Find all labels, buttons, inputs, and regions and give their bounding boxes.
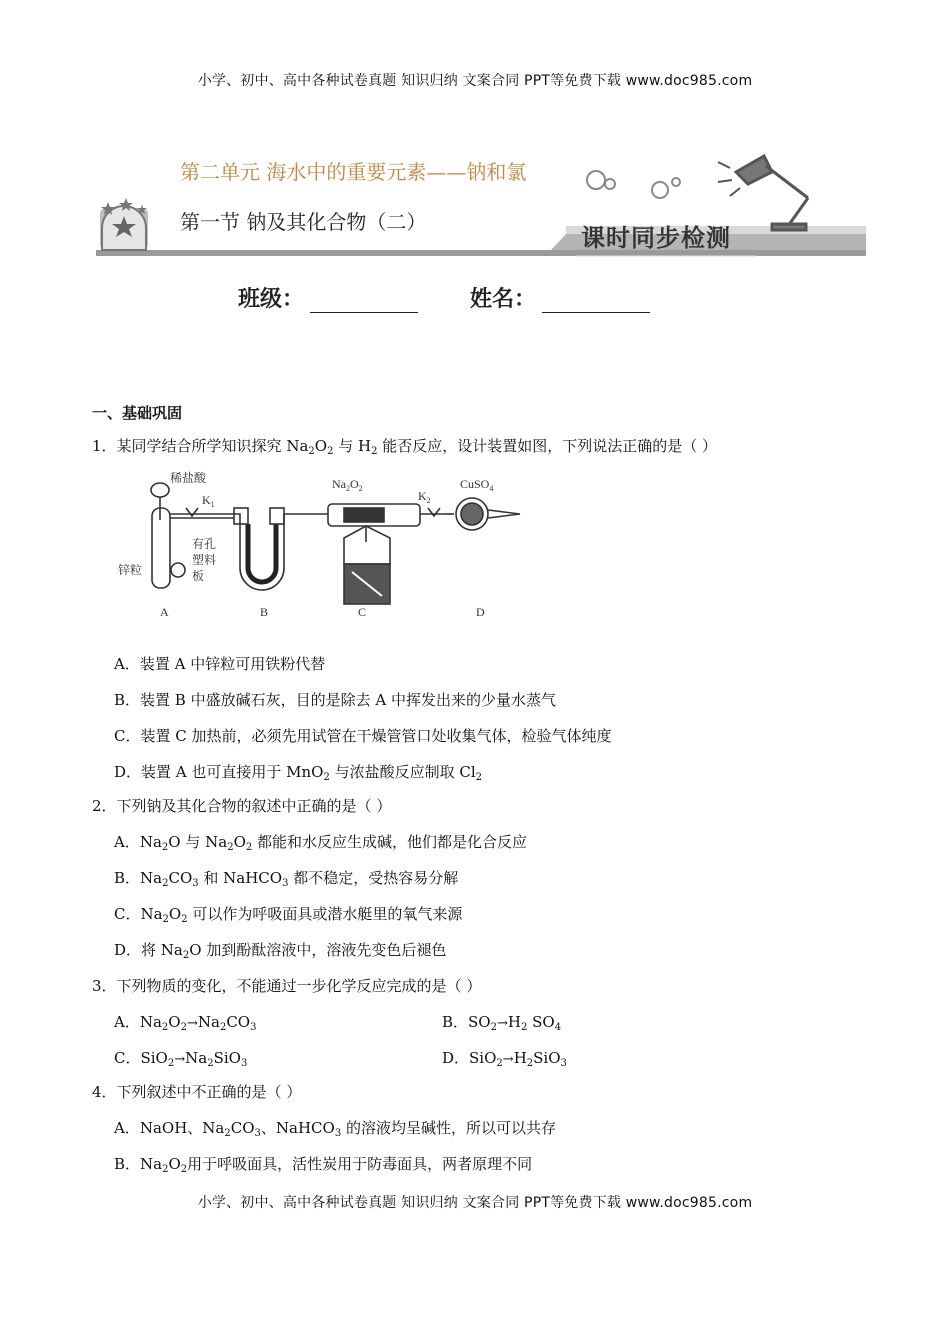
q2-option-b[interactable]: B．$Na_2CO_3$ 和 NaHCO$_3$ 都不稳定，受热容易分解 (114, 869, 459, 889)
part-heading: 一、基础巩固 (92, 404, 183, 422)
banner-tag: 课时同步检测 (581, 224, 731, 252)
q4-option-b[interactable]: B．$Na_2O_2$用于呼吸面具，活性炭用于防毒面具，两者原理不同 (114, 1155, 533, 1175)
q4-option-a[interactable]: A．NaOH、$Na_2CO_3$、NaHCO$_3$ 的溶液均呈碱性，所以可以共存 (114, 1119, 556, 1139)
svg-text:D: D (476, 605, 485, 619)
name-field (470, 282, 650, 313)
q2-option-c[interactable]: C．$Na_2O_2$ 可以作为呼吸面具或潜水艇里的氧气来源 (114, 905, 463, 925)
svg-text:板: 板 (192, 569, 205, 583)
q3-option-b[interactable]: B．$SO_2\to H_2$ $SO_4$ (442, 1013, 562, 1033)
unit-title: 第二单元 海水中的重要元素——钠和氯 (180, 160, 527, 184)
question-1-stem: 1．某同学结合所学知识探究 $Na_2O_2$ 与 $H_2$ 能否反应，设计装置如图，下列说法正确的是（ ） (92, 437, 717, 457)
class-field (238, 282, 418, 313)
q1-option-a[interactable]: A．装置 A 中锌粒可用铁粉代替 (114, 655, 326, 673)
desk-lamp-icon (718, 156, 808, 230)
svg-text:K2: $K_2$ (418, 489, 431, 505)
q3-option-a[interactable]: A．$Na_2O_2\to Na_2CO_3$ (114, 1013, 257, 1033)
name-blank[interactable] (542, 294, 650, 313)
svg-text:K1: $K_1$ (202, 493, 215, 509)
svg-text:C: C (358, 605, 367, 619)
class-blank[interactable] (310, 294, 418, 313)
name-label: 姓名： (470, 287, 537, 312)
svg-text:Na2O2: $Na_2O_2$ (332, 477, 363, 493)
svg-text:稀盐酸: 稀盐酸 (170, 471, 207, 485)
bubbles-icon (587, 171, 680, 198)
q1-option-c[interactable]: C．装置 C 加热前，必须先用试管在干燥管管口处收集气体，检验气体纯度 (114, 727, 612, 745)
question-3-stem: 3．下列物质的变化，不能通过一步化学反应完成的是（ ） (92, 977, 482, 995)
q1-option-d[interactable]: D．装置 A 也可直接用于 MnO$_2$ 与浓盐酸反应制取 $Cl_2$ (114, 763, 483, 783)
q2-option-d[interactable]: D．将 $Na_2O$ 加到酚酞溶液中，溶液先变色后褪色 (114, 941, 447, 961)
header-watermark: 小学、初中、高中各种试卷真题 知识归纳 文案合同 PPT等免费下载 www.doc985.com (197, 73, 753, 89)
q2-option-a[interactable]: A．$Na_2O$ 与 $Na_2O_2$ 都能和水反应生成碱，他们都是化合反应 (114, 833, 528, 853)
svg-text:A: A (160, 605, 169, 619)
q1-option-b[interactable]: B．装置 B 中盛放碱石灰，目的是除去 A 中挥发出来的少量水蒸气 (114, 691, 556, 709)
class-label: 班级： (238, 287, 305, 312)
question-4-stem: 4．下列叙述中不正确的是（ ） (92, 1083, 302, 1101)
svg-text:锌粒: 锌粒 (118, 563, 143, 577)
svg-text:CuSO4: CuSO$_4$ (460, 477, 494, 493)
q3-option-c[interactable]: C．$SiO_2\to Na_2SiO_3$ (114, 1049, 248, 1069)
section-title: 第一节 钠及其化合物（二） (180, 210, 427, 234)
svg-text:塑料: 塑料 (192, 553, 217, 567)
experiment-apparatus-figure (108, 468, 528, 628)
star-badge-icon (100, 198, 148, 250)
question-2-stem: 2．下列钠及其化合物的叙述中正确的是（ ） (92, 797, 392, 815)
svg-text:B: B (260, 605, 269, 619)
q3-option-d[interactable]: D．$SiO_2\to H_2SiO_3$ (442, 1049, 567, 1069)
lesson-banner (96, 138, 866, 263)
svg-text:有孔: 有孔 (192, 537, 217, 551)
footer-watermark: 小学、初中、高中各种试卷真题 知识归纳 文案合同 PPT等免费下载 www.doc985.com (197, 1195, 753, 1211)
